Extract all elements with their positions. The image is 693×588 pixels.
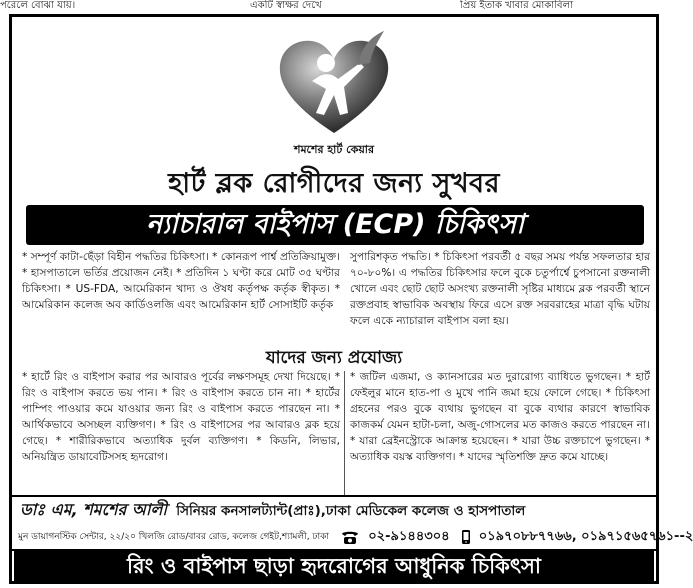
doctor-info: [20, 497, 656, 523]
contact-row: [18, 523, 693, 549]
heart-person-logo-icon: [274, 29, 394, 137]
treatment-banner: ন্যাচারাল বাইপাস (ECP) চিকিৎসা: [26, 205, 644, 245]
neighbor-fragment-left: পরেলে বোঝা যায়।: [0, 0, 76, 11]
advertisement-box: [9, 14, 693, 584]
intro-left-paragraph: * সম্পূর্ণ কাটা-ছেঁড়া বিহীন পদ্ধতির চিকিৎসা। * কোনরূপ পার্শ্ব প্রতিক্রিয়ামুক্ত। * হাসপাতালে ভর্তির প্রয়োজন নেই। * প্রতিদিন ১ ঘণ্টা করে মোট ৩৫ ঘণ্টার চিকিৎসা। * US-FDA, আমেরিকান খাদ্য ও ঔষধ কর্তৃপক্ষ কর্তৃক স্বীকৃত। * আমেরিকান কলেজ অব কার্ডিওলজি এবং আমেরিকান হার্ট সোসাইটি কর্তৃক: [22, 251, 340, 311]
mobile-numbers: ০১৯৭০৮৮৭৭৬৬, ০১৯৭১৫৬৫৭৬১--২: [478, 528, 693, 544]
footer-slogan: রিং ও বাইপাস ছাড়া হৃদরোগের আধুনিক চিকিৎসা: [14, 551, 654, 581]
landline-number: ০২-৯১৪৪৩০৪: [368, 528, 450, 544]
eligibility-right-list: * জটিল এজমা, ও ক্যানসারের মত দুরারোগ্য ব্যাধিতে ভুগছেন। * হার্ট ফেইলুর মানে হাত-পা ও মুখে পানি জমা হয়ে ফোলে গেছে। * চিকিৎসা গ্রহনের পরও বুকে ব্যথায় ভুগছেন বা বুকে ব্যথার কারণে স্বাভাবিক কাজকর্ম যেমন হাটা-চলা, অজু-গোসলের মত কাজও করতে পারছেন না। * যারা ব্রেইনস্ট্রোকে আক্রান্ত হয়েছেন। * যারা উচ্চ রক্তচাপে ভুগছেন। * অত্যাধিক বয়স্ক ব্যক্তিগণ। * যাদের স্মৃতিশক্তি দ্রুত কমে যাচ্ছে।: [350, 371, 650, 463]
mobile-phone-icon: [461, 529, 471, 545]
neighbor-fragment-right: প্রিয় ইতাক খাবার মোকাবিলা: [460, 0, 573, 11]
cropped-neighbor-text-strip: [0, 0, 666, 12]
intro-right-paragraph: সুপারিশকৃত পদ্ধতি। * চিকিৎসা পরবর্তী ৫ বছর সময় পর্যন্ত সফলতার হার ৭০-৮০%। এ পদ্ধতির চিকিৎসার ফলে বুকে চতুর্পার্শ্বে চুপসানো রক্তনালী খোলে এবং ছোট ছোট অসংখ্য রক্তনালী সৃষ্টির মাধ্যমে ব্লক পরবর্তী স্থানে রক্তপ্রবাহ স্বাভাবিক অবস্থায় ফিরে এসে রক্ত সরবরাহের মাত্রা বৃদ্ধি ঘটায় ফলে একে ন্যাচারাল বাইপাস বলা হয়।: [350, 251, 651, 327]
column-divider: [344, 371, 345, 495]
neighbor-fragment-center: একটি স্বাক্ষর দেখে: [250, 0, 322, 11]
clinic-address: মুন ডায়াগনস্টিক সেন্টার, ২২/২০ খিলজি রোড/বাবর রোড, কলেজ গেইট,শ্যামলী, ঢাকা: [18, 531, 330, 542]
telephone-icon: [340, 529, 360, 545]
brand-name: শমশের হার্ট কেয়ার: [293, 143, 375, 156]
eligibility-heading: যাদের জন্য প্রযোজ্য: [265, 348, 403, 368]
doctor-name: ডাঃ এম, শমশের আলী: [20, 500, 168, 519]
doctor-title: সিনিয়র কনসালট্যান্ট(প্রাঃ),ঢাকা মেডিকেল কলেজ ও হাসপাতাল: [176, 503, 526, 519]
eligibility-left-list: * হার্টে রিং ও বাইপাস করার পর আবারও পূর্বের লক্ষণসমূহ দেখা দিয়েছে। * রিং ও বাইপাস করতে ভয় পান। * রিং ও বাইপাস করতে চান না। * হার্টের পাম্পিং পাওয়ার কমে যাওয়ার জন্য রিং ও বাইপাস করতে পারছেন না। * আর্থিকভাবে অসচ্ছল ব্যক্তিগণ। * রিং ও বাইপাসের পর আবারও ব্লক হয়ে গেছে। * শারীরিকভাবে অত্যাধিক দুর্বল ব্যক্তিগণ। * কিডনি, লিভার, অনিয়ন্ত্রিত ডায়াবেটিসসহ হৃদরোগ।: [22, 371, 340, 463]
headline: হার্ট ব্লক রোগীদের জন্য সুখবর: [168, 168, 500, 199]
